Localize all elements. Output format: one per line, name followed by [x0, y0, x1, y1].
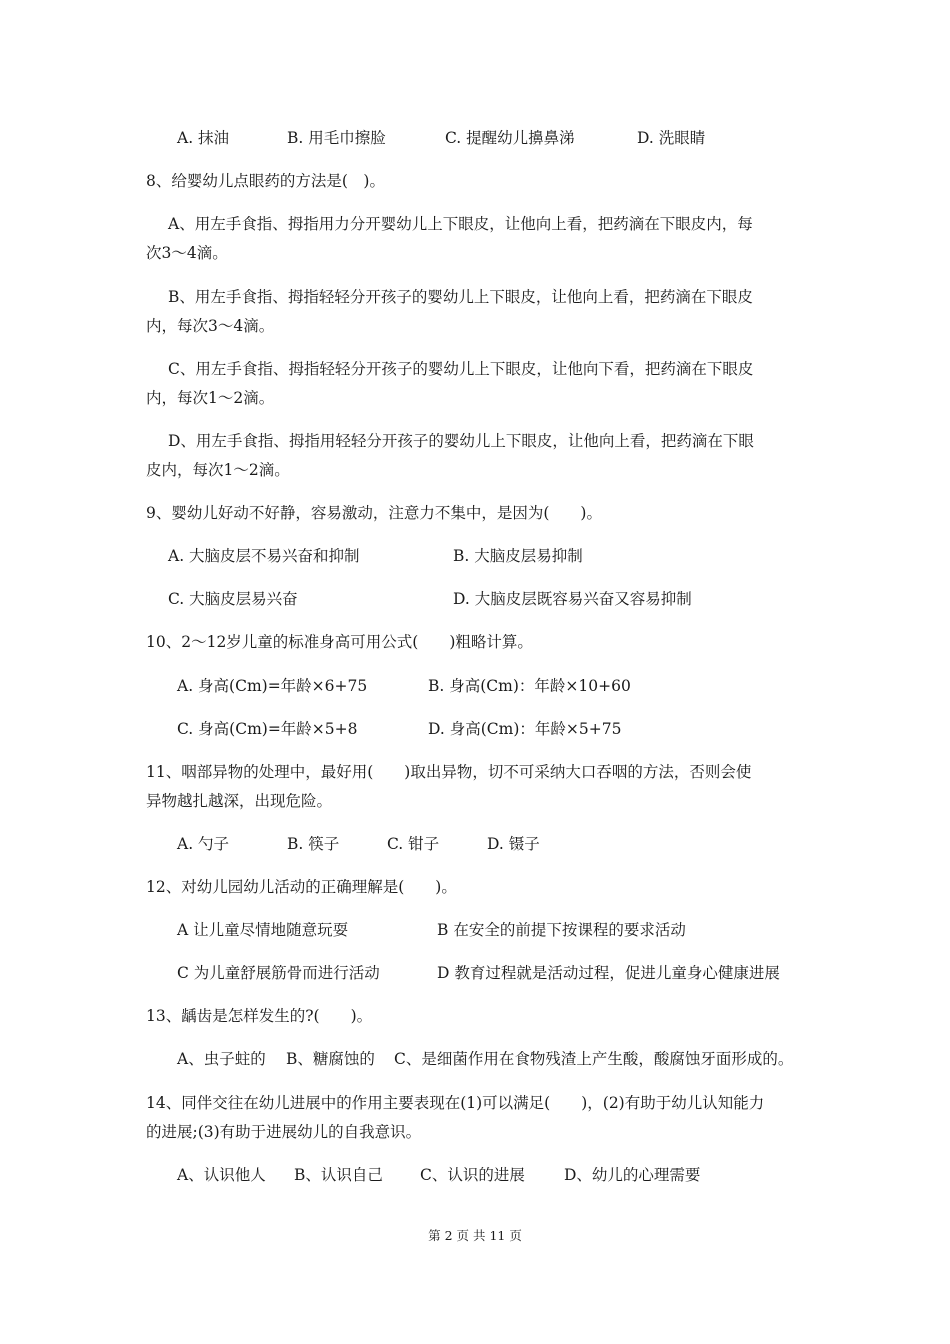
page-number-footer: 第 2 页 共 11 页 — [428, 1228, 522, 1243]
option-d-line-2: 皮内，每次1～2滴。 — [146, 461, 290, 479]
question-stem: 8、给婴幼儿点眼药的方法是( )。 — [146, 172, 385, 190]
option-c: C、认识的进展 — [420, 1166, 525, 1184]
option-b: B、认识自己 — [294, 1166, 383, 1184]
option-b: B. 用毛巾擦脸 — [287, 129, 386, 147]
option-b: B. 身高(Cm)：年龄×10+60 — [428, 677, 631, 695]
option-d: D. 身高(Cm)：年龄×5+75 — [428, 720, 622, 738]
option-d: D. 洗眼睛 — [637, 129, 706, 147]
option-c: C. 身高(Cm)=年龄×5+8 — [177, 720, 358, 738]
option-d: D、幼儿的心理需要 — [564, 1166, 701, 1184]
option-a: A 让儿童尽情地随意玩耍 — [177, 921, 349, 939]
option-c: C. 提醒幼儿擤鼻涕 — [445, 129, 575, 147]
question-stem-line-1: 14、同伴交往在幼儿进展中的作用主要表现在(1)可以满足( )，(2)有助于幼儿认知能力 — [146, 1094, 765, 1112]
option-b-line-1: B、用左手食指、拇指轻轻分开孩子的婴幼儿上下眼皮，让他向上看，把药滴在下眼皮 — [168, 288, 753, 306]
option-d: D. 镊子 — [487, 835, 540, 853]
question-stem: 12、对幼儿园幼儿活动的正确理解是( )。 — [146, 878, 457, 896]
option-c: C 为儿童舒展筋骨而进行活动 — [177, 964, 380, 982]
option-d: D 教育过程就是活动过程，促进儿童身心健康进展 — [437, 964, 780, 982]
option-a-line-2: 次3～4滴。 — [146, 244, 228, 262]
question-stem-line-2: 异物越扎越深，出现危险。 — [146, 792, 333, 810]
option-b-line-2: 内，每次3～4滴。 — [146, 317, 275, 335]
option-c-line-2: 内，每次1～2滴。 — [146, 389, 275, 407]
option-d: D. 大脑皮层既容易兴奋又容易抑制 — [453, 590, 692, 608]
option-a: A、虫子蛀的 — [177, 1050, 266, 1068]
question-stem: 13、龋齿是怎样发生的?( )。 — [146, 1007, 373, 1025]
question-stem: 10、2～12岁儿童的标准身高可用公式( )粗略计算。 — [146, 633, 533, 651]
option-b: B. 筷子 — [287, 835, 340, 853]
option-c-line-1: C、用左手食指、拇指轻轻分开孩子的婴幼儿上下眼皮，让他向下看，把药滴在下眼皮 — [168, 360, 754, 378]
option-c: C. 大脑皮层易兴奋 — [168, 590, 298, 608]
option-a: A. 抹油 — [177, 129, 230, 147]
option-d-line-1: D、用左手食指、拇指用轻轻分开孩子的婴幼儿上下眼皮，让他向上看，把药滴在下眼 — [168, 432, 754, 450]
option-b: B. 大脑皮层易抑制 — [453, 547, 583, 565]
option-c: C、是细菌作用在食物残渣上产生酸，酸腐蚀牙面形成的。 — [394, 1050, 794, 1068]
option-a: A. 身高(Cm)=年龄×6+75 — [177, 677, 368, 695]
option-a: A、认识他人 — [177, 1166, 266, 1184]
question-stem-line-1: 11、咽部异物的处理中，最好用( )取出异物，切不可采纳大口吞咽的方法，否则会使 — [146, 763, 752, 781]
option-a: A. 大脑皮层不易兴奋和抑制 — [168, 547, 360, 565]
option-b: B、糖腐蚀的 — [286, 1050, 375, 1068]
option-a-line-1: A、用左手食指、拇指用力分开婴幼儿上下眼皮，让他向上看，把药滴在下眼皮内，每 — [168, 215, 753, 233]
question-stem: 9、婴幼儿好动不好静，容易激动，注意力不集中，是因为( )。 — [146, 504, 602, 522]
option-c: C. 钳子 — [387, 835, 440, 853]
question-stem-line-2: 的进展;(3)有助于进展幼儿的自我意识。 — [146, 1123, 422, 1141]
option-b: B 在安全的前提下按课程的要求活动 — [437, 921, 686, 939]
option-a: A. 勺子 — [177, 835, 230, 853]
